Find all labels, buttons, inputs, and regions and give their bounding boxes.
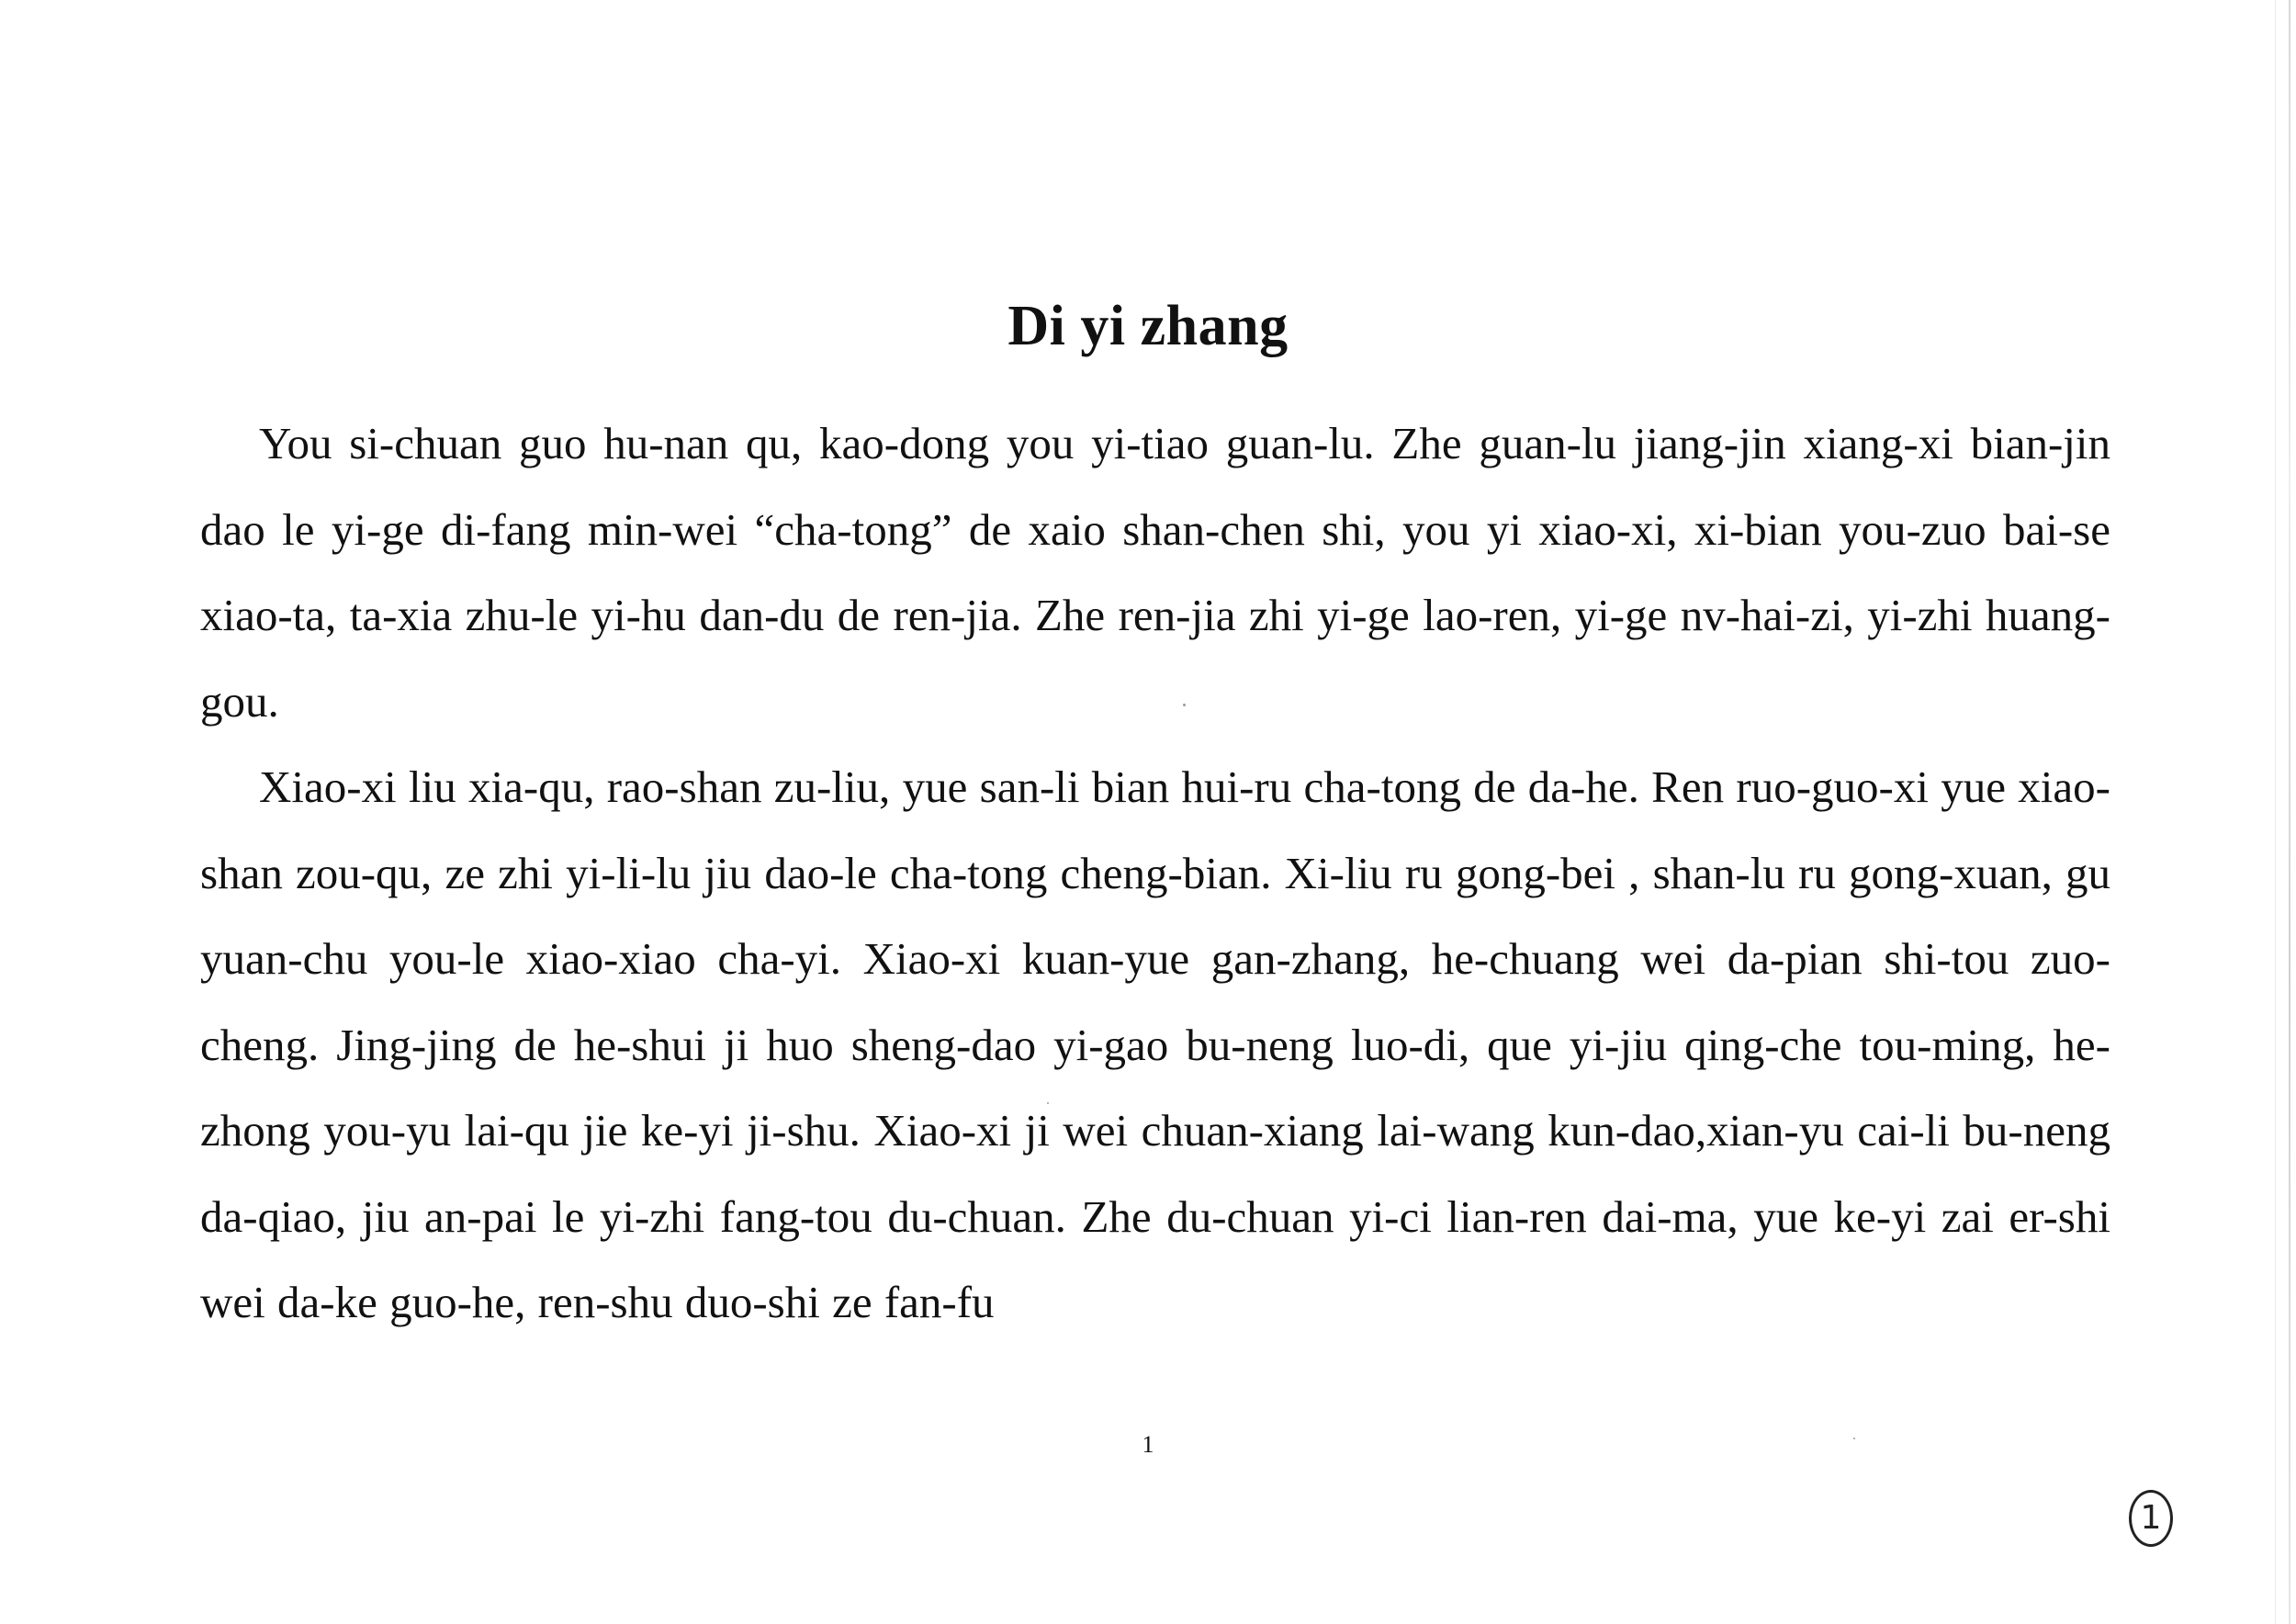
scan-speck [1853,1438,1855,1439]
scan-edge-shadow [2289,0,2290,1624]
handwritten-circled-number [2129,1490,2173,1547]
body-text [200,400,2110,1346]
scan-speck [1047,1102,1049,1104]
page-number: 1 [1142,1431,1154,1458]
chapter-title: Di yi zhang [1007,295,1289,357]
paragraph-1: You si-chuan guo hu-nan qu, kao-dong you yi-tiao guan-lu. Zhe guan-lu jiang-jin xiang-xi bian-jin dao le yi-ge di-fang min-wei “cha-tong” de xaio shan-chen shi, you yi xiao-xi, xi-bian you-zuo bai-se xiao-ta, ta-xia zhu-le yi-hu dan-du de ren-jia. Zhe ren-jia zhi yi-ge lao-ren, yi-ge nv-hai-zi, yi-zhi huang-gou. [200,418,2110,727]
circled-number-text: 1 [2140,1499,2162,1537]
scan-edge-line [2275,0,2276,1624]
paragraph-2: Xiao-xi liu xia-qu, rao-shan zu-liu, yue san-li bian hui-ru cha-tong de da-he. Ren ruo-guo-xi yue xiao-shan zou-qu, ze zhi yi-li-lu jiu dao-le cha-tong cheng-bian. Xi-liu ru gong-bei , shan-lu ru gong-xuan, gu yuan-chu you-le xiao-xiao cha-yi. Xiao-xi kuan-yue gan-zhang, he-chuang wei da-pian shi-tou zuo-cheng. Jing-jing de he-shui ji huo sheng-dao yi-gao bu-neng luo-di, que yi-jiu qing-che tou-ming, he-zhong you-yu lai-qu jie ke-yi ji-shu. Xiao-xi ji wei chuan-xiang lai-wang kun-dao,xian-yu cai-li bu-neng da-qiao, jiu an-pai le yi-zhi fang-tou du-chuan. Zhe du-chuan yi-ci lian-ren dai-ma, yue ke-yi zai er-shi wei da-ke guo-he, ren-shu duo-shi ze fan-fu [200,761,2110,1327]
scan-speck [1183,704,1186,706]
